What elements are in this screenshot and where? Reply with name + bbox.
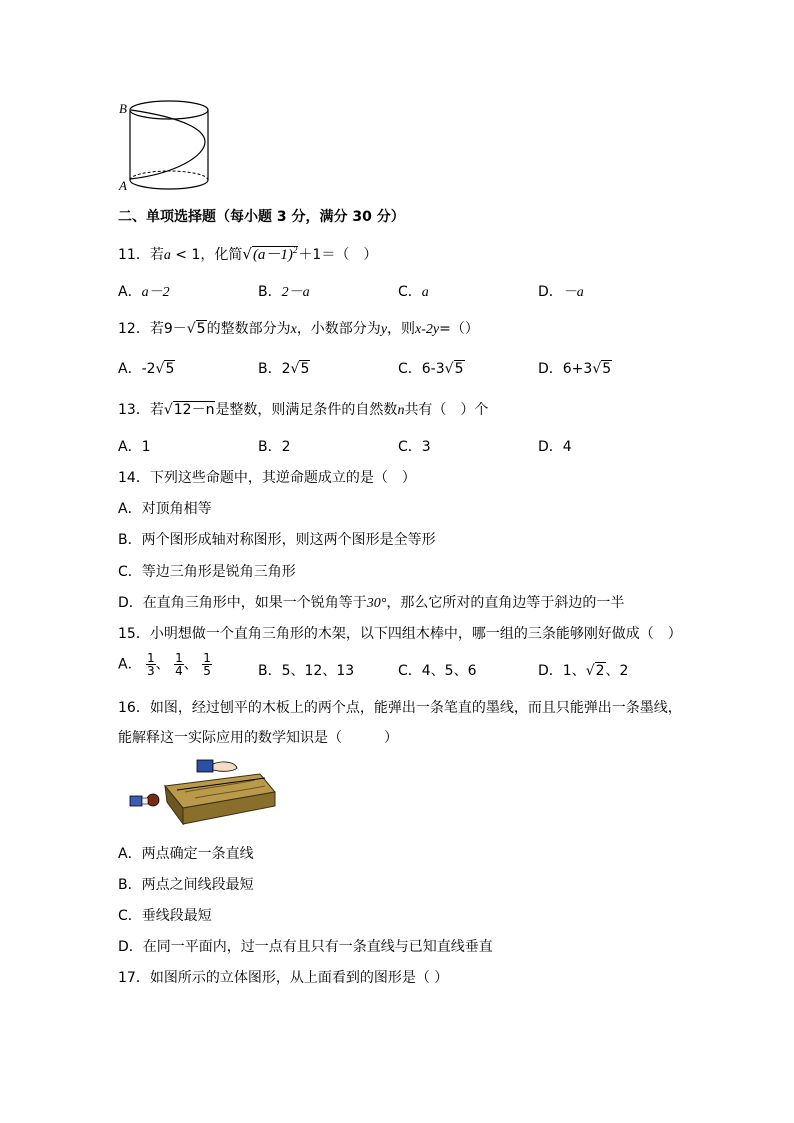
q14-option-b[interactable]: B．两个图形成轴对称图形，则这两个图形是全等形 xyxy=(118,532,436,548)
question-16-line1: 16．如图，经过刨平的木板上的两个点，能弹出一条笔直的墨线，而且只能弹出一条墨线， xyxy=(118,700,682,716)
q16-option-c[interactable]: C．垂线段最短 xyxy=(118,908,212,924)
q11-option-c[interactable]: C．a xyxy=(398,284,429,300)
q14-option-c[interactable]: C．等边三角形是锐角三角形 xyxy=(118,564,296,580)
q11-option-d[interactable]: D．－a xyxy=(538,284,584,300)
q11-option-b[interactable]: B．2－a xyxy=(258,284,310,300)
question-16-line2: 能解释这一实际应用的数学知识是（ ） xyxy=(118,730,398,746)
q16-option-a[interactable]: A．两点确定一条直线 xyxy=(118,846,254,862)
question-15: 15．小明想做一个直角三角形的木架，以下四组木棒中，哪一组的三条能够刚好做成（ ） xyxy=(118,626,682,642)
q14-option-d[interactable]: D．在直角三角形中，如果一个锐角等于30°，那么它所对的直角边等于斜边的一半 xyxy=(118,595,625,611)
q12-option-b[interactable]: B．2√5 xyxy=(258,361,310,377)
question-14: 14．下列这些命题中，其逆命题成立的是（ ） xyxy=(118,470,416,486)
section-title: 二、单项选择题（每小题 3 分，满分 30 分） xyxy=(118,209,405,225)
question-11: 11．若a < 1，化简$√(a-1)^2+1=$（ ） xyxy=(118,245,378,263)
q15-option-d[interactable]: D．1、√2、2 xyxy=(538,663,629,679)
q13-option-b[interactable]: B．2 xyxy=(258,439,291,455)
label-a: A xyxy=(119,178,127,193)
q16-option-d[interactable]: D．在同一平面内，过一点有且只有一条直线与已知直线垂直 xyxy=(118,939,493,955)
q15-option-a[interactable]: A． $\frac{1}{3}$ 、 $\frac{1}{4}$ 、 $\frac{1}{5}$ xyxy=(118,651,211,678)
q11-option-a[interactable]: A．a－2 xyxy=(118,284,170,300)
q15-option-c[interactable]: C．4、5、6 xyxy=(398,663,477,679)
q13-option-c[interactable]: C．3 xyxy=(398,439,431,455)
q12-option-c[interactable]: C．6-3√5 xyxy=(398,361,464,377)
question-17: 17．如图所示的立体图形，从上面看到的图形是（ ） xyxy=(118,970,449,986)
q13-option-a[interactable]: A．1 xyxy=(118,439,151,455)
q13-option-d[interactable]: D．4 xyxy=(538,439,572,455)
question-12: 12．若9－√5的整数部分为x，小数部分为y，则x-2y=（） xyxy=(118,321,479,337)
q12-option-a[interactable]: A．-2√5 xyxy=(118,361,175,377)
q15-option-b[interactable]: B．5、12、13 xyxy=(258,663,355,679)
question-13: 13．若√12－n是整数，则满足条件的自然数n共有（ ）个 xyxy=(118,402,489,418)
q12-option-d[interactable]: D．6+3√5 xyxy=(538,361,612,377)
label-b: B xyxy=(119,101,127,116)
wood-board-illustration xyxy=(125,756,285,826)
cylinder-figure xyxy=(115,96,215,196)
q14-option-a[interactable]: A．对顶角相等 xyxy=(118,501,212,517)
q16-option-b[interactable]: B．两点之间线段最短 xyxy=(118,877,254,893)
